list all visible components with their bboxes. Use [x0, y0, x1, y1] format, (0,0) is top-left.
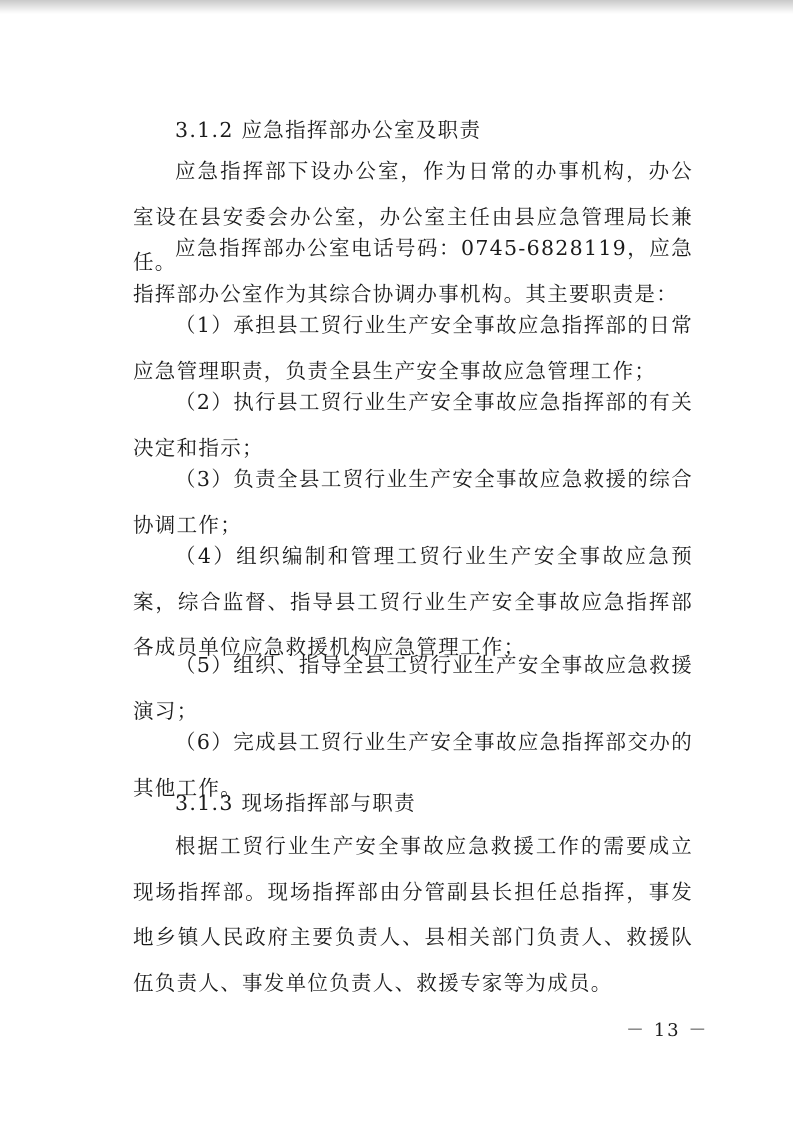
paragraph-onsite-command: 根据工贸行业生产安全事故应急救援工作的需要成立现场指挥部。现场指挥部由分管副县长担任总指挥，事发地乡镇人民政府主要负责人、县相关部门负责人、救援队伍负责人、事发单位负责人、救援专家等为成员。	[133, 834, 693, 995]
page-number: － 13 －	[626, 1020, 709, 1041]
duty-item-5: （5）组织、指导全县工贸行业生产安全事故应急救援演习；	[133, 653, 693, 723]
duty-item-2: （2）执行县工贸行业生产安全事故应急指挥部的有关决定和指示；	[133, 390, 693, 460]
paragraph-office-setup: 应急指挥部下设办公室，作为日常的办事机构，办公室设在县安委会办公室，办公室主任由县应急管理局长兼任。	[133, 159, 693, 274]
duty-item-6: （6）完成县工贸行业生产安全事故应急指挥部交办的其他工作。	[133, 730, 693, 800]
duty-item-3: （3）负责全县工贸行业生产安全事故应急救援的综合协调工作；	[133, 467, 693, 537]
section-heading-3-1-3: 3.1.3 现场指挥部与职责	[175, 791, 416, 815]
paragraph-office-phone: 应急指挥部办公室电话号码：0745-6828119，应急指挥部办公室作为其综合协调办事机构。其主要职责是：	[133, 236, 693, 306]
duty-item-4: （4）组织编制和管理工贸行业生产安全事故应急预案，综合监督、指导县工贸行业生产安全事故应急指挥部各成员单位应急救援机构应急管理工作；	[133, 544, 693, 659]
section-heading-3-1-2: 3.1.2 应急指挥部办公室及职责	[175, 118, 482, 142]
duty-item-1: （1）承担县工贸行业生产安全事故应急指挥部的日常应急管理职责，负责全县生产安全事故应急管理工作；	[133, 313, 693, 383]
